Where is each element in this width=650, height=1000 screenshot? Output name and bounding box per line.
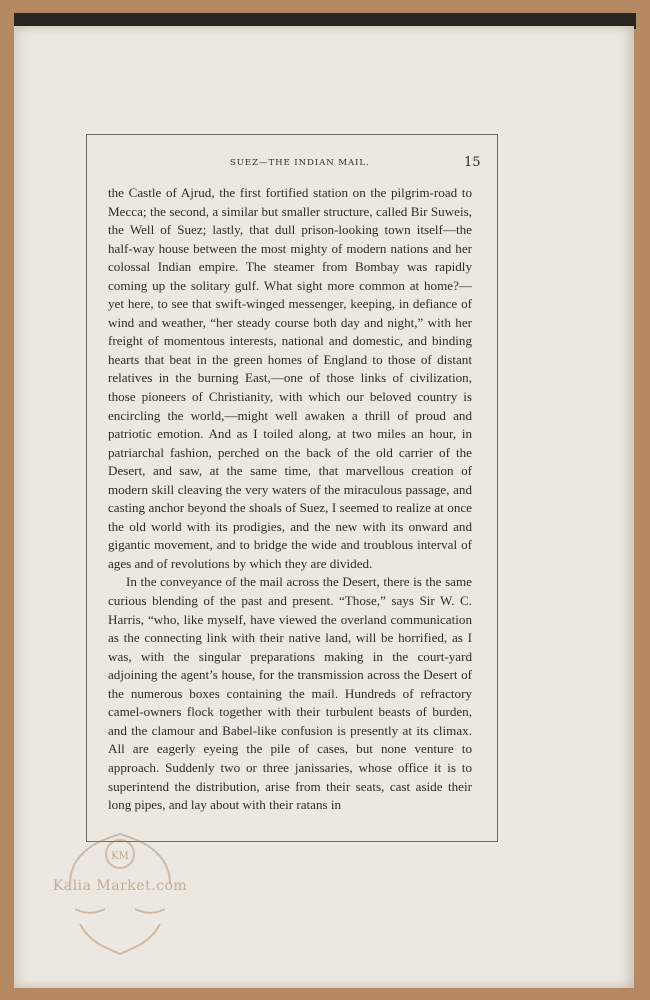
paragraph: the Castle of Ajrud, the first fortified station on the pilgrim-road to Mecca; the second, a similar but smaller structure, called Bir Suweis, the Well of Suez; lastly, that dull prison-looking town itself—the half-way house between the most mighty of modern nations and her colossal Indian empire. The steamer from Bombay was rapidly coming up the solitary gulf. What sight more common at home?—yet here, to see that swift-winged messenger, keeping, in defiance of wind and weather, “her steady course both day and night,” with her freight of momentous interests, national and domestic, and binding hearts that beat in the green homes of England to those of distant relatives in the burning East,—one of those links of civilization, those pioneers of Christianity, with which our beloved country is encircling the world,—might well awaken a thrill of proud and patriotic emotion. And as I toiled along, at two miles an hour, in patriarchal fashion, perched on the back of the old carrier of the Desert, and saw, at the same time, that marvellous creation of modern skill cleaving the very waters of the miraculous passage, and casting anchor beyond the shoals of Suez, I seemed to realize at once the old world with its prodigies, and the new with its onward and gigantic movement, and to bridge the wide and troublous interval of ages and of revolutions by which they are divided. xyxy=(108,185,472,571)
watermark-text: Kalia Market.com xyxy=(52,878,188,894)
running-head-title: SUEZ—THE INDIAN MAIL. xyxy=(230,158,370,168)
watermark-monogram: KM xyxy=(111,851,129,862)
page-number: 15 xyxy=(464,155,481,170)
body-text xyxy=(108,184,472,815)
paragraph: In the conveyance of the mail across the Desert, there is the same curious blending of the past and present. “Those,” says Sir W. C. Harris, “who, like myself, have viewed the overland communication as the connecting link with their native land, will be horrified, as I was, with the singular preparations making in the court-yard adjoining the agent’s house, for the transmission across the Desert of the numerous boxes containing the mail. Hundreds of refractory camel-owners flock together with their turbulent beasts of burden, and the clamour and Babel-like confusion is presently at its climax. All are eagerly eyeing the pile of cases, but none venture to approach. Suddenly two or three janissaries, whose office it is to superintend the distribution, arise from their seats, cast aside their long pipes, and lay about with their ratans in xyxy=(108,574,472,813)
watermark-logo xyxy=(50,814,190,964)
